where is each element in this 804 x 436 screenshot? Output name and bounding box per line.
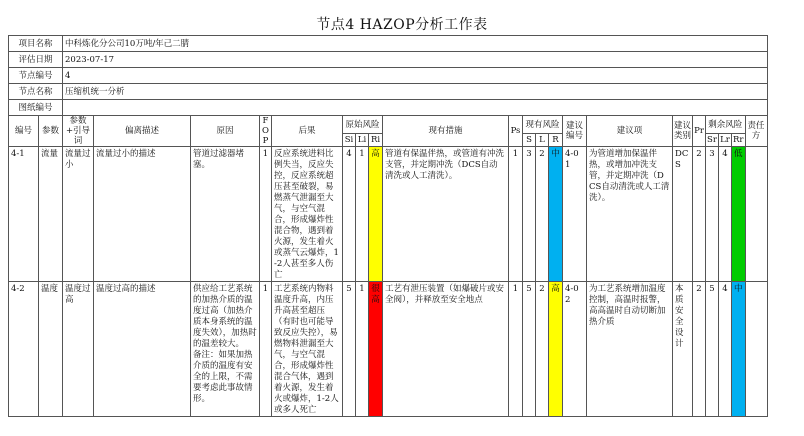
cell-pr: 2 <box>693 147 706 282</box>
cell-consequence: 工艺系统内物料温度升高，内压升高甚至超压（有时也可能导致反应失控），易燃物料泄漏至大气，与空气混合，形成爆炸性混合气体，遇到着火源，发生着火或爆炸，1-2人或多人死亡 <box>272 282 343 417</box>
cell-ps: 1 <box>509 147 523 282</box>
col-header-l: L <box>536 134 549 147</box>
cell-suggestion-no: 4-01 <box>563 147 587 282</box>
cell-li: 1 <box>356 282 369 417</box>
project-name-label: 项目名称 <box>9 36 63 52</box>
worksheet-title: 节点4 HAZOP分析工作表 <box>316 17 488 33</box>
cell-deviation: 温度过高的描述 <box>94 282 191 417</box>
cell-rr: 低 <box>732 147 746 282</box>
col-header-li: Li <box>356 134 369 147</box>
cell-measures: 管道有保温伴热，或管道有冲洗支管，并定期冲洗（DCS自动清洗或人工清洗）。 <box>383 147 509 282</box>
cell-consequence: 反应系统进料比例失当，反应失控，反应系统超压甚至破裂，易燃蒸气泄漏至大气，与空气混合，形成爆炸性混合物，遇到着火源，发生着火或蒸气云爆炸，1-2人甚至多人伤亡 <box>272 147 343 282</box>
cell-suggestion: 为管道增加保温伴热，或增加冲洗支管，并定期冲洗（DCS自动清洗或人工清洗）。 <box>587 147 673 282</box>
col-header-owner: 责任方 <box>745 116 767 147</box>
cell-fop: 1 <box>260 282 272 417</box>
cell-s: 5 <box>523 282 536 417</box>
node-name-label: 节点名称 <box>9 84 63 100</box>
drawing-number-label: 图纸编号 <box>9 100 63 116</box>
cell-deviation: 流量过小的描述 <box>94 147 191 282</box>
cell-sr: 3 <box>706 147 719 282</box>
col-header-lr: Lr <box>720 135 730 146</box>
cell-suggestion: 为工艺系统增加温度控制，高温时报警，高高温时自动切断加热介质 <box>587 282 673 417</box>
cell-l: 2 <box>536 282 549 417</box>
cell-cause: 供应给工艺系统的加热介质的温度过高（加热介质本身系统的温度失效），加热时的温差较大。 备注：如果加热介质的温度有安全的上限，不需要考虑此事故情形。 <box>191 282 260 417</box>
cell-param-guide: 流量过小 <box>63 147 94 282</box>
col-header-pr: Pr <box>693 116 706 147</box>
node-name-value: 压缩机统一分析 <box>63 84 768 100</box>
col-header-suggestion-no: 建议编号 <box>563 116 587 147</box>
cell-suggestion-type: DCS <box>673 147 693 282</box>
cell-fop: 1 <box>260 147 272 282</box>
col-header-fop: FO P <box>260 116 272 147</box>
col-header-residual-risk: 剩余风险 <box>706 116 746 134</box>
col-header-r: R <box>549 134 563 147</box>
project-name-value: 中科炼化分公司10万吨/年己二腈 <box>63 36 768 52</box>
col-header-measures: 现有措施 <box>383 116 509 147</box>
assessment-date-label: 评估日期 <box>9 52 63 68</box>
cell-r: 中 <box>549 147 563 282</box>
cell-pr: 2 <box>693 282 706 417</box>
col-header-suggestion-type: 建议类别 <box>673 116 693 147</box>
cell-lr: 4 <box>719 147 732 282</box>
cell-suggestion-no: 4-02 <box>563 282 587 417</box>
node-number-label: 节点编号 <box>9 68 63 84</box>
col-header-ps: Ps <box>509 116 523 147</box>
hazop-table <box>8 35 768 417</box>
cell-no: 4-2 <box>9 282 39 417</box>
cell-ps: 1 <box>509 282 523 417</box>
col-header-suggestion: 建议项 <box>587 116 673 147</box>
cell-s: 3 <box>523 147 536 282</box>
cell-cause: 管道过滤器堵塞。 <box>191 147 260 282</box>
cell-li: 1 <box>356 147 369 282</box>
cell-sr: 5 <box>706 282 719 417</box>
cell-param: 流量 <box>39 147 63 282</box>
col-header-param-guide: 参数+引导词 <box>63 116 94 147</box>
col-header-s: S <box>523 134 536 147</box>
col-header-deviation: 偏离描述 <box>94 116 191 147</box>
cell-ri: 高 <box>369 147 383 282</box>
cell-owner <box>745 282 767 417</box>
cell-lr: 4 <box>719 282 732 417</box>
drawing-number-value <box>63 100 768 116</box>
col-header-ri: Ri <box>369 134 383 147</box>
table-row <box>9 282 768 417</box>
cell-l: 2 <box>536 147 549 282</box>
cell-rr: 中 <box>732 282 746 417</box>
col-header-current-risk: 现有风险 <box>523 116 563 134</box>
col-header-cause: 原因 <box>191 116 260 147</box>
node-number-value: 4 <box>63 68 768 84</box>
col-header-sr: Sr <box>707 135 717 146</box>
table-row <box>9 147 768 282</box>
cell-no: 4-1 <box>9 147 39 282</box>
cell-measures: 工艺有泄压装置（如爆破片或安全阀），并释放至安全地点 <box>383 282 509 417</box>
col-header-si: Si <box>343 134 356 147</box>
col-header-consequence: 后果 <box>272 116 343 147</box>
cell-si: 4 <box>343 147 356 282</box>
col-header-param: 参数 <box>39 116 63 147</box>
cell-r: 高 <box>549 282 563 417</box>
cell-param: 温度 <box>39 282 63 417</box>
cell-owner <box>745 147 767 282</box>
cell-param-guide: 温度过高 <box>63 282 94 417</box>
cell-ri: 很高 <box>369 282 383 417</box>
cell-si: 5 <box>343 282 356 417</box>
assessment-date-value: 2023-07-17 <box>63 52 768 68</box>
cell-suggestion-type: 本质安全设计 <box>673 282 693 417</box>
col-header-rr: Rr <box>733 135 744 146</box>
col-header-no: 编号 <box>9 116 39 147</box>
col-header-original-risk: 原始风险 <box>343 116 383 134</box>
